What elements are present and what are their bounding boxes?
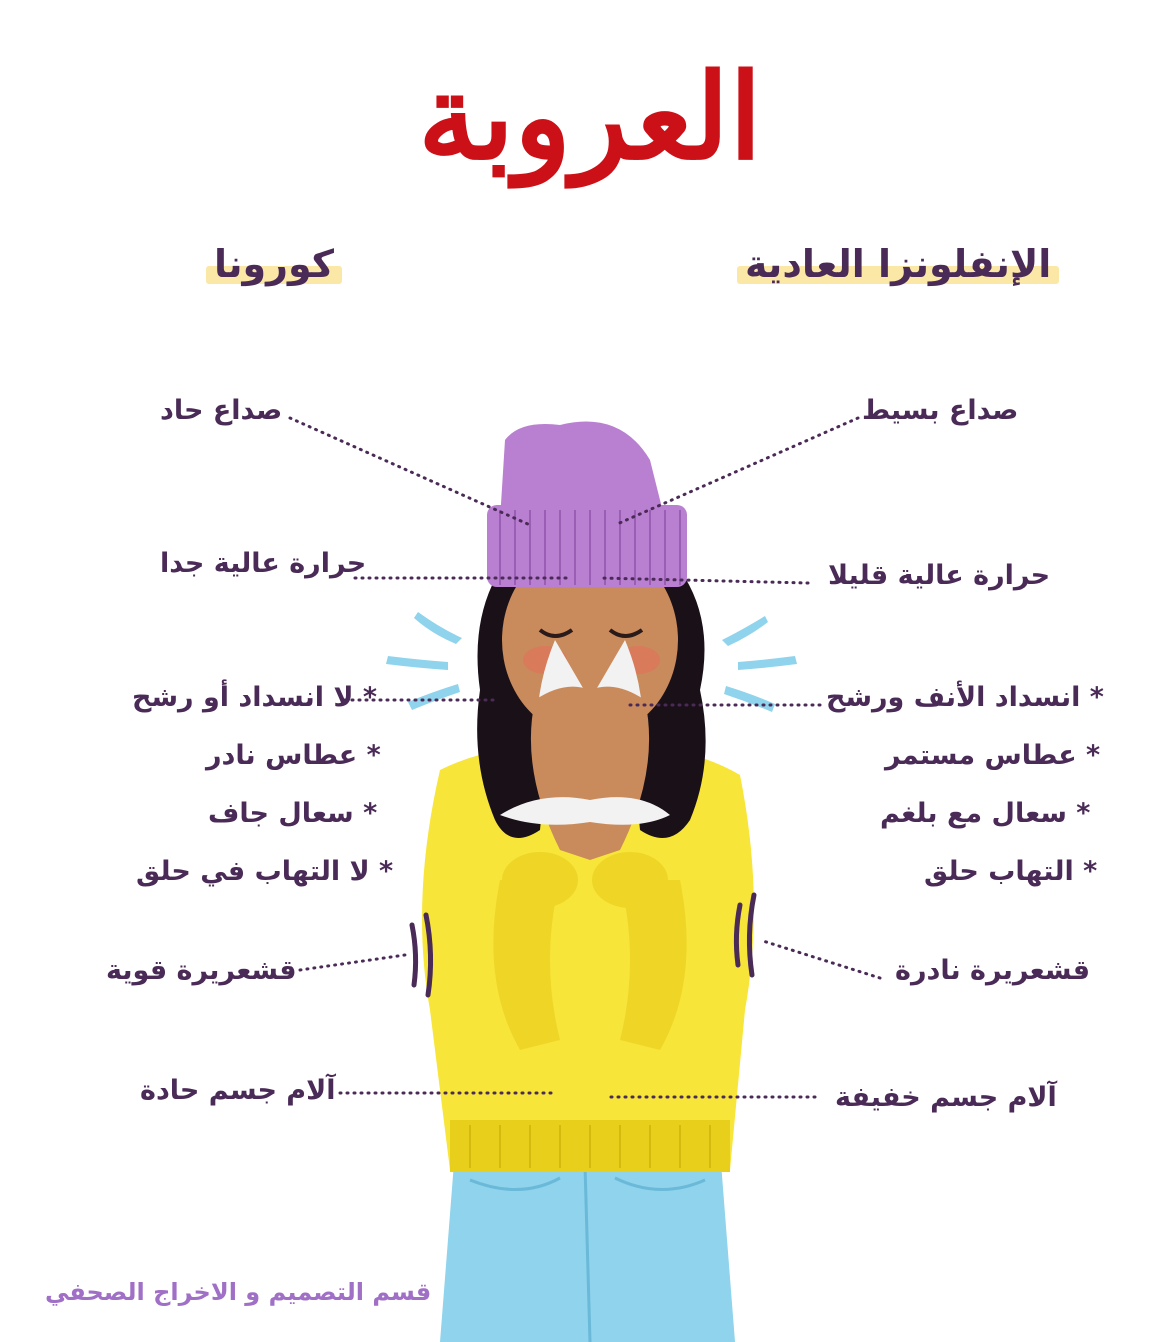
footer-credit: قسم التصميم و الاخراج الصحفي [45, 1278, 432, 1306]
flu-throat-label: * التهاب حلق [924, 856, 1098, 887]
corona-title-text: كورونا [214, 242, 334, 286]
corona-sneezing-label: * عطاس نادر [206, 740, 381, 771]
logo: العروبة [418, 47, 762, 186]
flu-headache-label: صداع بسيط [862, 395, 1019, 426]
hat [487, 422, 687, 587]
corona-congestion-label: * لا انسداد أو رشح [132, 682, 377, 713]
corona-cough-label: * سعال جاف [208, 798, 378, 829]
flu-cough-label: * سعال مع بلغم [880, 798, 1091, 829]
flu-chills-label: قشعريرة نادرة [895, 955, 1091, 986]
corona-chills-label: قشعريرة قوية [106, 955, 297, 986]
jeans [440, 1150, 735, 1342]
flu-aches-label: آلام جسم خفيفة [835, 1082, 1057, 1113]
corona-fever-label: حرارة عالية جدا [160, 548, 367, 579]
corona-aches-label: آلام جسم حادة [140, 1075, 336, 1106]
flu-sneezing-label: * عطاس مستمر [885, 740, 1101, 771]
flu-fever-label: حرارة عالية قليلا [828, 560, 1051, 591]
flu-title-text: الإنفلونزا العادية [745, 242, 1052, 286]
corona-headache-label: صداع حاد [160, 395, 283, 426]
flu-congestion-label: * انسداد الأنف ورشح [826, 682, 1104, 713]
corona-throat-label: * لا التهاب في حلق [136, 856, 394, 887]
